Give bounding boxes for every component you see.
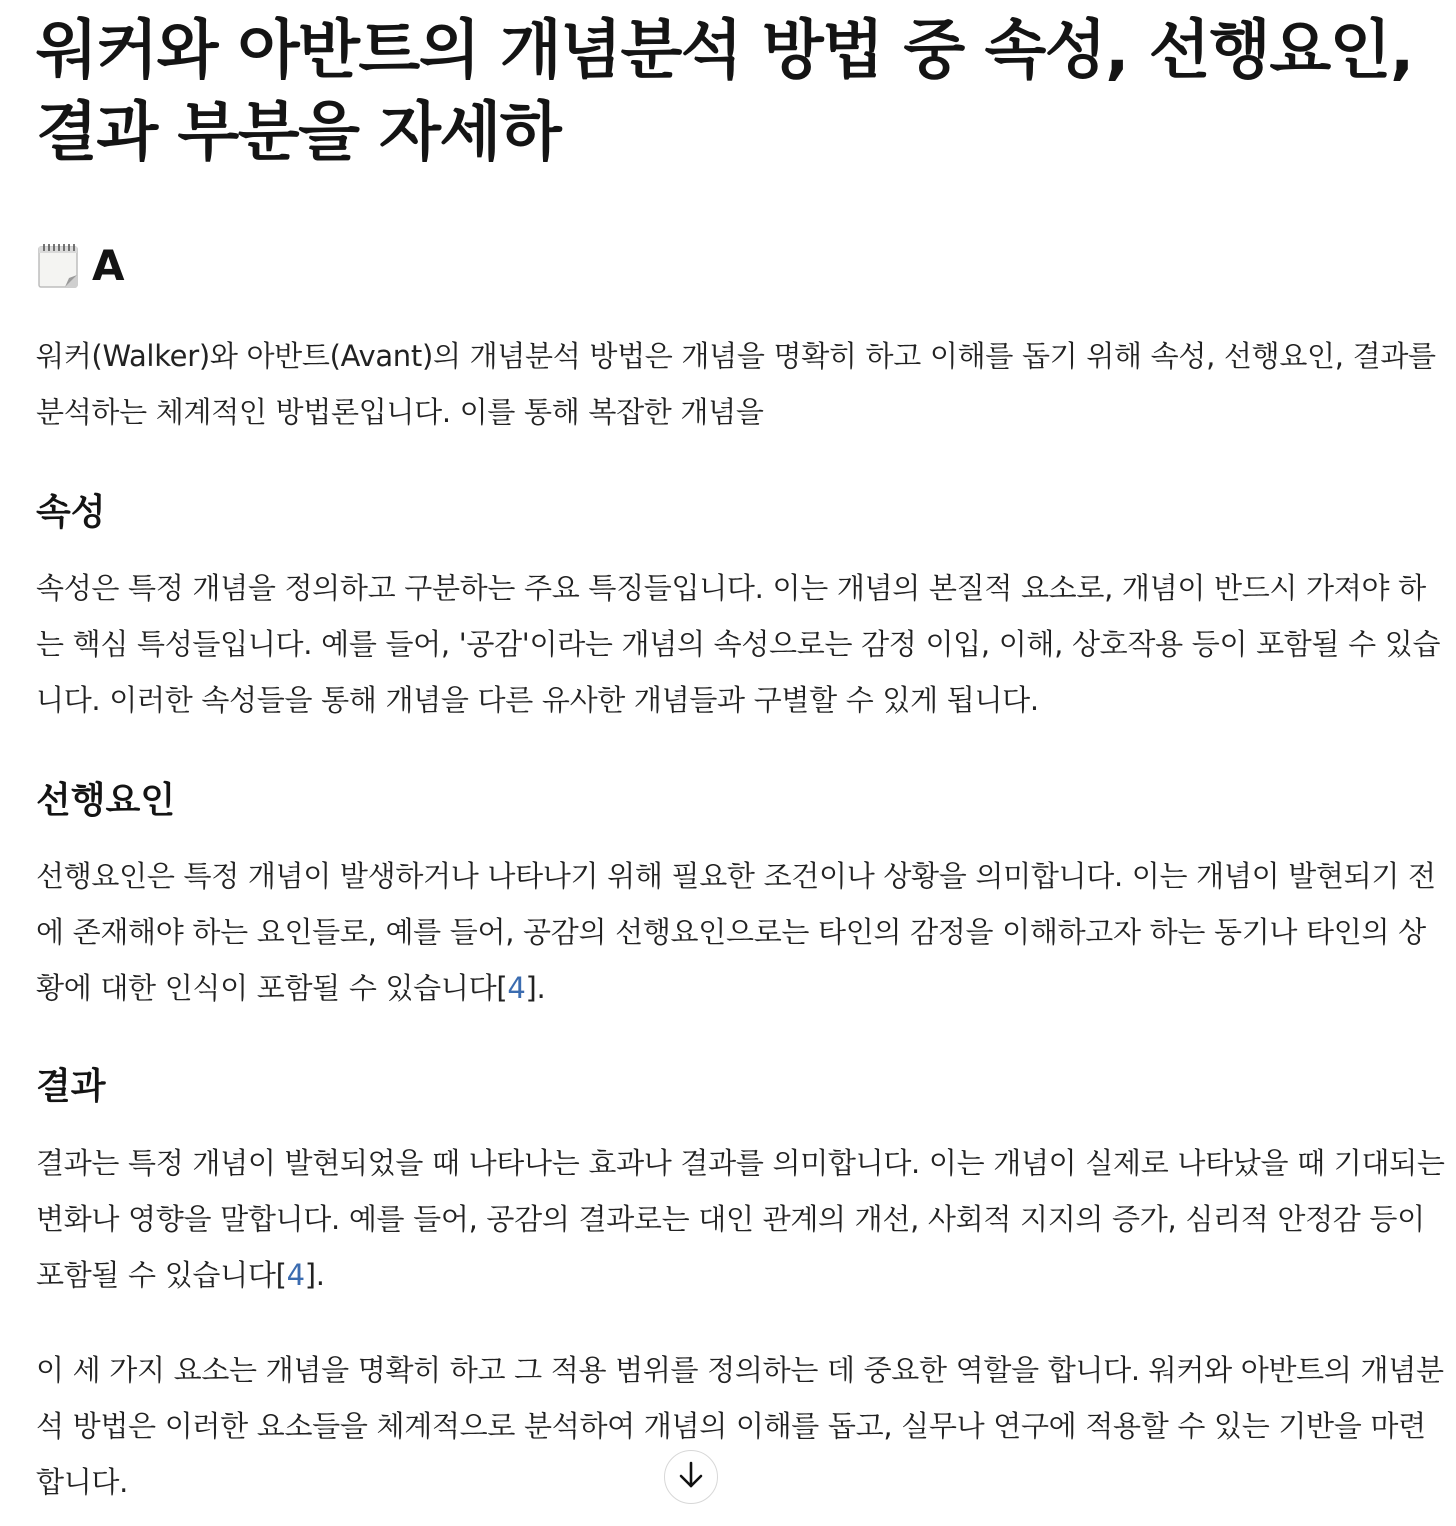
section-heading-attributes: 속성	[36, 492, 106, 533]
section-heading-consequences: 결과	[36, 1066, 106, 1107]
answer-page	[36, 0, 1450, 1499]
scroll-to-bottom-button[interactable]	[664, 1450, 718, 1504]
answer-header	[36, 236, 125, 296]
arrow-down-icon	[678, 1460, 704, 1494]
citation-link[interactable]: 4	[286, 1258, 305, 1292]
citation-close: ].	[304, 1258, 325, 1292]
intro-paragraph: 워커(Walker)와 아반트(Avant)의 개념분석 방법은 개념을 명확히 하고 이해를 돕기 위해 속성, 선행요인, 결과를 분석하는 체계적인 방법론입니다. 이를 통해 복잡한 개념을	[36, 339, 1436, 429]
citation-open: [	[496, 971, 508, 1005]
citation-close: ].	[525, 971, 546, 1005]
citation-link[interactable]: 4	[507, 971, 526, 1005]
antecedents-paragraph	[36, 848, 1450, 1016]
section-heading-antecedents: 선행요인	[36, 780, 176, 821]
conclusion-paragraph: 이 세 가지 요소는 개념을 명확히 하고 그 적용 범위를 정의하는 데 중요한 역할을 합니다. 워커와 아반트의 개념분석 방법은 이러한 요소들을 체계적으로 분석하여 개념의 이해를 돕고, 실무나 연구에 적용할 수 있는 기반을 마련합니다.	[36, 1353, 1444, 1499]
answer-label: A	[92, 241, 125, 290]
consequences-text: 결과는 특정 개념이 발현되었을 때 나타나는 효과나 결과를 의미합니다. 이는 개념이 실제로 나타났을 때 기대되는 변화나 영향을 말합니다. 예를 들어, 공감의 결과로는 대인 관계의 개선, 사회적 지지의 증가, 심리적 안정감 등이 포함될 수 있습니다	[36, 1146, 1445, 1292]
page-title: 워커와 아반트의 개념분석 방법 중 속성, 선행요인, 결과 부분을 자세하	[36, 14, 1413, 170]
citation-open: [	[275, 1258, 287, 1292]
attributes-paragraph: 속성은 특정 개념을 정의하고 구분하는 주요 특징들입니다. 이는 개념의 본질적 요소로, 개념이 반드시 가져야 하는 핵심 특성들입니다. 예를 들어, '공감'이라는 개념의 속성으로는 감정 이입, 이해, 상호작용 등이 포함될 수 있습니다. 이러한 속성들을 통해 개념을 다른 유사한 개념들과 구별할 수 있게 됩니다.	[36, 571, 1441, 717]
antecedents-text: 선행요인은 특정 개념이 발생하거나 나타나기 위해 필요한 조건이나 상황을 의미합니다. 이는 개념이 발현되기 전에 존재해야 하는 요인들로, 예를 들어, 공감의 선행요인으로는 타인의 감정을 이해하고자 하는 동기나 타인의 상황에 대한 인식이 포함될 수 있습니다	[36, 859, 1436, 1005]
notepad-icon	[36, 242, 80, 290]
consequences-paragraph	[36, 1135, 1450, 1303]
